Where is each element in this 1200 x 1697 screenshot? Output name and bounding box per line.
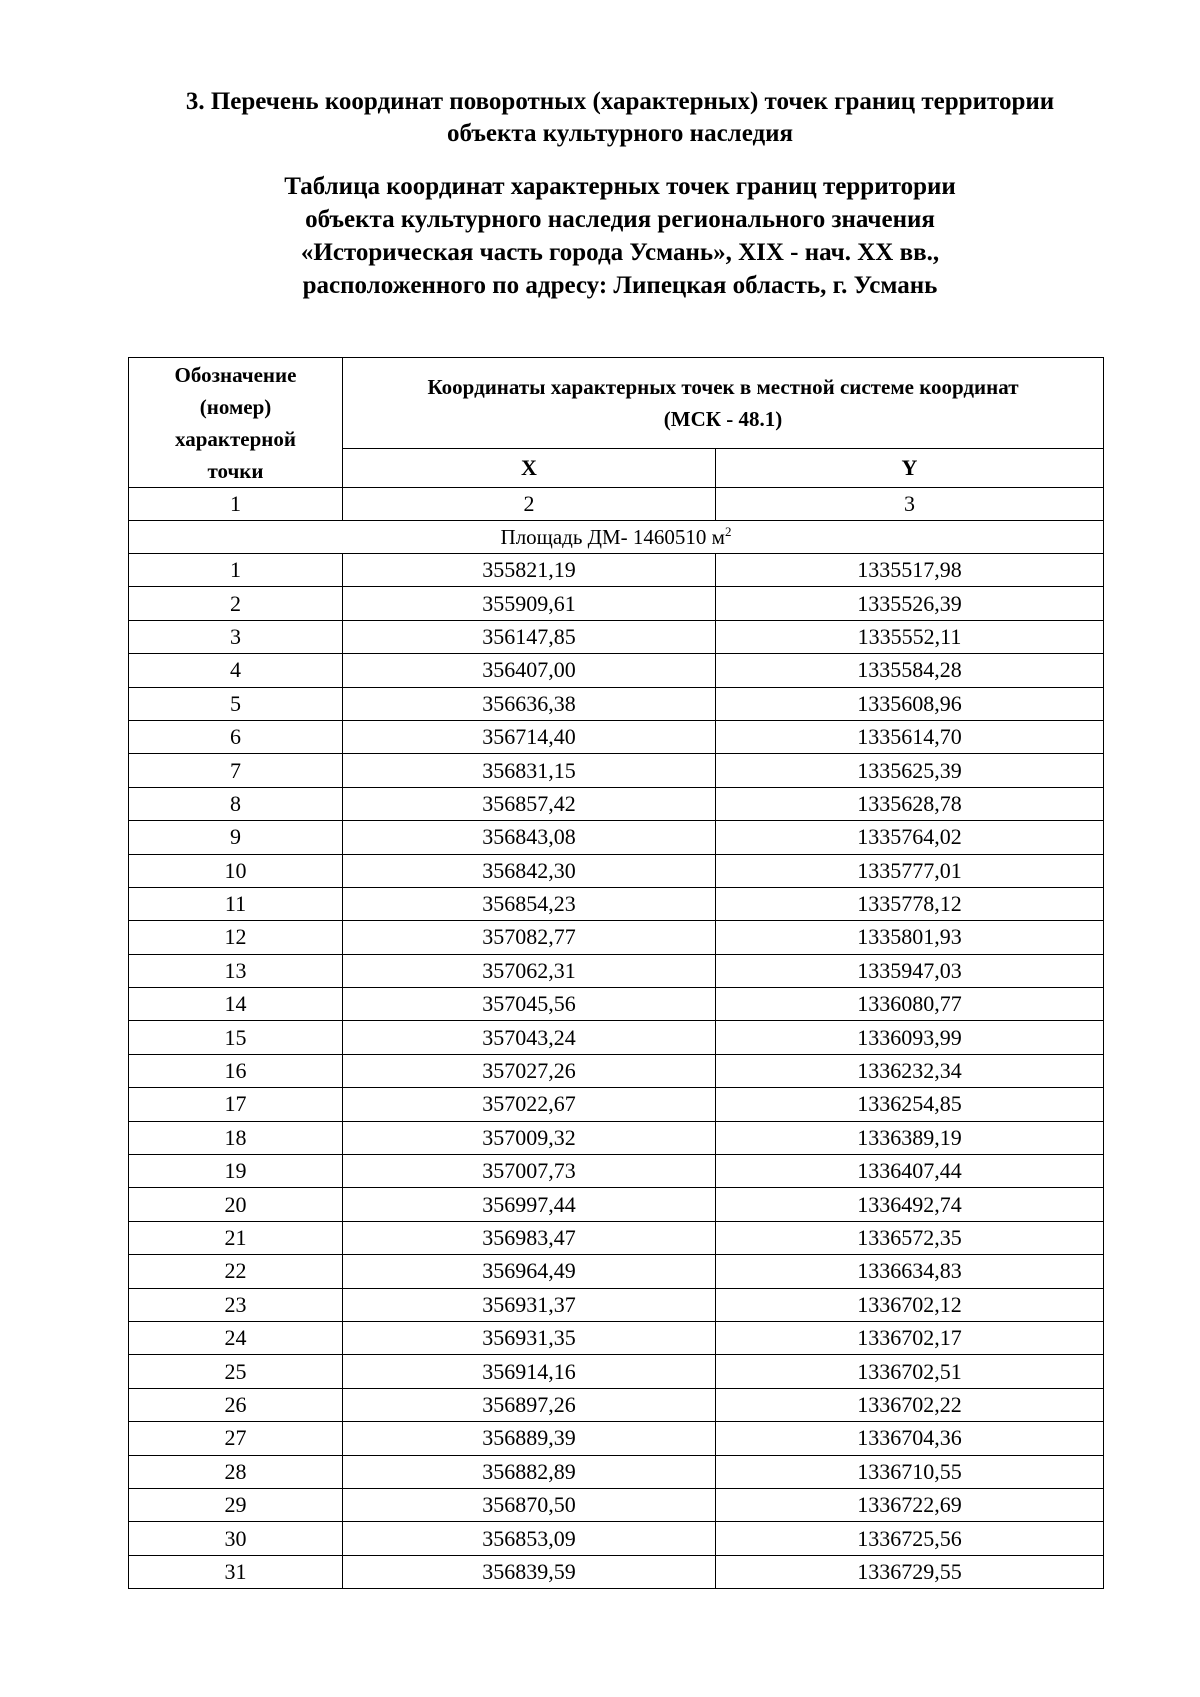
section-title-line: объекта культурного наследия bbox=[446, 120, 794, 147]
y-coordinate-cell: 1335614,70 bbox=[716, 720, 1104, 753]
y-coordinate-cell: 1336710,55 bbox=[716, 1455, 1104, 1488]
point-number-cell: 19 bbox=[129, 1155, 343, 1188]
point-number-cell: 4 bbox=[129, 654, 343, 687]
table-row bbox=[129, 654, 1104, 687]
table-row bbox=[129, 954, 1104, 987]
table-row bbox=[129, 1355, 1104, 1388]
x-coordinate-cell: 357022,67 bbox=[343, 1088, 716, 1121]
x-coordinate-cell: 356897,26 bbox=[343, 1388, 716, 1421]
x-coordinate-cell: 356882,89 bbox=[343, 1455, 716, 1488]
x-coordinate-cell: 356854,23 bbox=[343, 887, 716, 920]
x-coordinate-cell: 356997,44 bbox=[343, 1188, 716, 1221]
y-coordinate-cell: 1336725,56 bbox=[716, 1522, 1104, 1555]
section-title-line: 3. Перечень координат поворотных (характерных) точек границ территории bbox=[185, 88, 1055, 115]
column-number: 3 bbox=[716, 488, 1104, 521]
table-row bbox=[129, 1255, 1104, 1288]
table-row bbox=[129, 1555, 1104, 1588]
header-coordinates: Координаты характерных точек в местной системе координат (МСК - 48.1) bbox=[343, 358, 1104, 449]
y-coordinate-cell: 1336702,22 bbox=[716, 1388, 1104, 1421]
x-coordinate-cell: 356914,16 bbox=[343, 1355, 716, 1388]
point-number-cell: 17 bbox=[129, 1088, 343, 1121]
table-row bbox=[129, 1455, 1104, 1488]
column-number: 1 bbox=[129, 488, 343, 521]
x-coordinate-cell: 356843,08 bbox=[343, 821, 716, 854]
x-coordinate-cell: 356931,37 bbox=[343, 1288, 716, 1321]
y-coordinate-cell: 1335526,39 bbox=[716, 587, 1104, 620]
point-number-cell: 12 bbox=[129, 921, 343, 954]
x-coordinate-cell: 356857,42 bbox=[343, 787, 716, 820]
point-number-cell: 30 bbox=[129, 1522, 343, 1555]
y-coordinate-cell: 1336492,74 bbox=[716, 1188, 1104, 1221]
table-title-line: «Историческая часть города Усмань», XIX - нач. XX вв., bbox=[300, 239, 940, 266]
header-point-designation: Обозначение (номер) характерной точки bbox=[129, 358, 343, 488]
x-coordinate-cell: 357009,32 bbox=[343, 1121, 716, 1154]
table-title-line: Таблица координат характерных точек границ территории bbox=[284, 173, 956, 200]
y-coordinate-cell: 1336232,34 bbox=[716, 1054, 1104, 1087]
table-row bbox=[129, 1155, 1104, 1188]
x-coordinate-cell: 356931,35 bbox=[343, 1321, 716, 1354]
table-row bbox=[129, 1321, 1104, 1354]
y-coordinate-cell: 1335947,03 bbox=[716, 954, 1104, 987]
x-coordinate-cell: 356889,39 bbox=[343, 1422, 716, 1455]
x-coordinate-cell: 355909,61 bbox=[343, 587, 716, 620]
y-coordinate-cell: 1335764,02 bbox=[716, 821, 1104, 854]
y-coordinate-cell: 1335625,39 bbox=[716, 754, 1104, 787]
header-x: X bbox=[343, 449, 716, 488]
y-coordinate-cell: 1336572,35 bbox=[716, 1221, 1104, 1254]
table-row bbox=[129, 988, 1104, 1021]
table-row bbox=[129, 854, 1104, 887]
y-coordinate-cell: 1336704,36 bbox=[716, 1422, 1104, 1455]
table-row bbox=[129, 1488, 1104, 1521]
point-number-cell: 29 bbox=[129, 1488, 343, 1521]
y-coordinate-cell: 1336729,55 bbox=[716, 1555, 1104, 1588]
y-coordinate-cell: 1336634,83 bbox=[716, 1255, 1104, 1288]
point-number-cell: 28 bbox=[129, 1455, 343, 1488]
x-coordinate-cell: 357062,31 bbox=[343, 954, 716, 987]
table-row bbox=[129, 720, 1104, 753]
table-row bbox=[129, 1088, 1104, 1121]
table-row bbox=[129, 1054, 1104, 1087]
table-row bbox=[129, 687, 1104, 720]
coordinates-table bbox=[128, 357, 1104, 1589]
y-coordinate-cell: 1335517,98 bbox=[716, 554, 1104, 587]
table-row bbox=[129, 554, 1104, 587]
table-row bbox=[129, 1221, 1104, 1254]
x-coordinate-cell: 356983,47 bbox=[343, 1221, 716, 1254]
section-title bbox=[100, 86, 1140, 150]
x-coordinate-cell: 356407,00 bbox=[343, 654, 716, 687]
x-coordinate-cell: 356964,49 bbox=[343, 1255, 716, 1288]
table-row bbox=[129, 887, 1104, 920]
y-coordinate-cell: 1336389,19 bbox=[716, 1121, 1104, 1154]
point-number-cell: 26 bbox=[129, 1388, 343, 1421]
y-coordinate-cell: 1335608,96 bbox=[716, 687, 1104, 720]
table-title-line: объекта культурного наследия регионального значения bbox=[305, 206, 935, 233]
point-number-cell: 31 bbox=[129, 1555, 343, 1588]
y-coordinate-cell: 1336702,17 bbox=[716, 1321, 1104, 1354]
point-number-cell: 18 bbox=[129, 1121, 343, 1154]
y-coordinate-cell: 1335628,78 bbox=[716, 787, 1104, 820]
x-coordinate-cell: 356839,59 bbox=[343, 1555, 716, 1588]
point-number-cell: 25 bbox=[129, 1355, 343, 1388]
x-coordinate-cell: 357027,26 bbox=[343, 1054, 716, 1087]
point-number-cell: 2 bbox=[129, 587, 343, 620]
table-row bbox=[129, 1021, 1104, 1054]
x-coordinate-cell: 356831,15 bbox=[343, 754, 716, 787]
point-number-cell: 15 bbox=[129, 1021, 343, 1054]
x-coordinate-cell: 356714,40 bbox=[343, 720, 716, 753]
y-coordinate-cell: 1336254,85 bbox=[716, 1088, 1104, 1121]
column-number: 2 bbox=[343, 488, 716, 521]
x-coordinate-cell: 356842,30 bbox=[343, 854, 716, 887]
table-row bbox=[129, 1188, 1104, 1221]
table-row bbox=[129, 587, 1104, 620]
point-number-cell: 13 bbox=[129, 954, 343, 987]
table-row bbox=[129, 821, 1104, 854]
y-coordinate-cell: 1335777,01 bbox=[716, 854, 1104, 887]
point-number-cell: 5 bbox=[129, 687, 343, 720]
point-number-cell: 23 bbox=[129, 1288, 343, 1321]
table-row bbox=[129, 1522, 1104, 1555]
y-coordinate-cell: 1335778,12 bbox=[716, 887, 1104, 920]
table-row bbox=[129, 787, 1104, 820]
y-coordinate-cell: 1336722,69 bbox=[716, 1488, 1104, 1521]
x-coordinate-cell: 357043,24 bbox=[343, 1021, 716, 1054]
table-row bbox=[129, 1422, 1104, 1455]
x-coordinate-cell: 357082,77 bbox=[343, 921, 716, 954]
table-row bbox=[129, 1288, 1104, 1321]
point-number-cell: 22 bbox=[129, 1255, 343, 1288]
point-number-cell: 6 bbox=[129, 720, 343, 753]
y-coordinate-cell: 1336080,77 bbox=[716, 988, 1104, 1021]
table-row bbox=[129, 620, 1104, 653]
table-row bbox=[129, 1388, 1104, 1421]
point-number-cell: 9 bbox=[129, 821, 343, 854]
x-coordinate-cell: 356147,85 bbox=[343, 620, 716, 653]
y-coordinate-cell: 1336093,99 bbox=[716, 1021, 1104, 1054]
table-row bbox=[129, 921, 1104, 954]
y-coordinate-cell: 1335552,11 bbox=[716, 620, 1104, 653]
table-body bbox=[129, 554, 1104, 1589]
table-row bbox=[129, 1121, 1104, 1154]
y-coordinate-cell: 1335801,93 bbox=[716, 921, 1104, 954]
x-coordinate-cell: 357045,56 bbox=[343, 988, 716, 1021]
point-number-cell: 10 bbox=[129, 854, 343, 887]
y-coordinate-cell: 1336702,51 bbox=[716, 1355, 1104, 1388]
point-number-cell: 20 bbox=[129, 1188, 343, 1221]
point-number-cell: 11 bbox=[129, 887, 343, 920]
table-row bbox=[129, 754, 1104, 787]
point-number-cell: 8 bbox=[129, 787, 343, 820]
area-label: Площадь ДМ- 1460510 $м^2$ bbox=[129, 521, 1104, 554]
point-number-cell: 27 bbox=[129, 1422, 343, 1455]
point-number-cell: 1 bbox=[129, 554, 343, 587]
point-number-cell: 3 bbox=[129, 620, 343, 653]
point-number-cell: 24 bbox=[129, 1321, 343, 1354]
table-title bbox=[160, 170, 1080, 302]
y-coordinate-cell: 1335584,28 bbox=[716, 654, 1104, 687]
point-number-cell: 16 bbox=[129, 1054, 343, 1087]
table-title-line: расположенного по адресу: Липецкая область, г. Усмань bbox=[302, 272, 938, 299]
y-coordinate-cell: 1336702,12 bbox=[716, 1288, 1104, 1321]
header-y: Y bbox=[716, 449, 1104, 488]
x-coordinate-cell: 356636,38 bbox=[343, 687, 716, 720]
point-number-cell: 7 bbox=[129, 754, 343, 787]
point-number-cell: 14 bbox=[129, 988, 343, 1021]
area-unit-superscript: 2 bbox=[724, 523, 732, 539]
point-number-cell: 21 bbox=[129, 1221, 343, 1254]
y-coordinate-cell: 1336407,44 bbox=[716, 1155, 1104, 1188]
x-coordinate-cell: 356870,50 bbox=[343, 1488, 716, 1521]
x-coordinate-cell: 356853,09 bbox=[343, 1522, 716, 1555]
x-coordinate-cell: 355821,19 bbox=[343, 554, 716, 587]
x-coordinate-cell: 357007,73 bbox=[343, 1155, 716, 1188]
